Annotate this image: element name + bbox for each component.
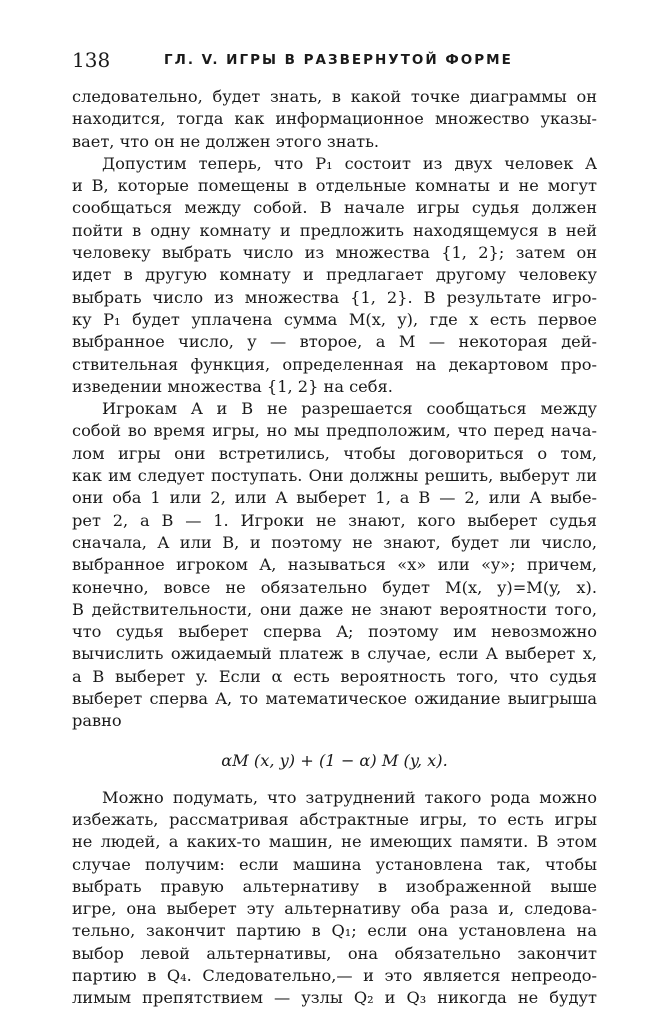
text-line: человеку выбрать число из множества {1, 2}; затем он	[72, 243, 597, 263]
text-line: выберет сперва A, то математическое ожидание выигрыша	[72, 689, 597, 709]
text-line: Допустим теперь, что P₁ состоит из двух человек A	[102, 153, 597, 173]
text-line: собой во время игры, но мы предположим, что перед нача-	[72, 421, 597, 441]
text-line: вает, что он не должен этого знать.	[72, 131, 380, 151]
page-number: 138	[72, 48, 111, 72]
text-line: они оба 1 или 2, или A выберет 1, а B — 2, или A выбе-	[72, 488, 597, 508]
text-line: лимым препятствием — узлы Q₂ и Q₃ никогда не будут	[72, 988, 597, 1008]
text-block-after-formula	[72, 787, 597, 1010]
text-line: ку P₁ будет уплачена сумма M(x, y), где x есть первое	[72, 309, 597, 329]
text-line: ствительная функция, определенная на декартовом про-	[72, 354, 597, 374]
text-line: выбрать число из множества {1, 2}. В результате игро-	[72, 287, 597, 307]
text-line: Можно подумать, что затруднений такого рода можно	[102, 787, 597, 807]
text-line: равно	[72, 711, 122, 731]
text-line: игре, она выберет эту альтернативу оба раза и, следова-	[72, 899, 597, 919]
text-line: сообщаться между собой. В начале игры судья должен	[72, 198, 597, 218]
text-line: идет в другую комнату и предлагает другому человеку	[72, 265, 597, 285]
text-line: пойти в одну комнату и предложить находящемуся в ней	[72, 220, 597, 240]
text-line: рет 2, а B — 1. Игроки не знают, кого выберет судья	[72, 510, 597, 530]
text-line: партию в Q₄. Следовательно,— и это является непреодо-	[72, 965, 597, 985]
text-line: случае получим: если машина установлена так, чтобы	[72, 854, 597, 874]
text-line: избежать, рассматривая абстрактные игры, то есть игры	[72, 809, 597, 829]
text-line: изведении множества {1, 2} на себя.	[72, 376, 393, 396]
text-line: В действительности, они даже не знают вероятности того,	[72, 599, 597, 619]
text-line: как им следует поступать. Они должны решить, выберут ли	[72, 466, 597, 486]
text-line: вычислить ожидаемый платеж в случае, если A выберет x,	[72, 644, 597, 664]
text-line: что судья выберет сперва A; поэтому им невозможно	[72, 622, 597, 642]
text-line: Игрокам A и B не разрешается сообщаться между	[102, 399, 597, 419]
text-line: а B выберет y. Если α есть вероятность того, что судья	[72, 666, 597, 686]
text-line: находится, тогда как информационное множество указы-	[72, 109, 597, 129]
text-line: выбранное игроком A, называться «x» или «y»; причем,	[72, 555, 597, 575]
text-line: следовательно, будет знать, в какой точке диаграммы он	[72, 87, 597, 106]
text-block-before-formula	[72, 86, 597, 733]
text-line: не людей, а каких-то машин, не имеющих памяти. В этом	[72, 832, 597, 852]
text-line: выбрать правую альтернативу в изображенной выше	[72, 876, 597, 896]
running-title: ГЛ. V. ИГРЫ В РАЗВЕРНУТОЙ ФОРМЕ	[164, 52, 513, 68]
text-line: выбранное число, y — второе, а M — некоторая дей-	[72, 332, 597, 352]
text-line: тельно, закончит партию в Q₁; если она установлена на	[72, 921, 597, 941]
text-line: конечно, вовсе не обязательно будет M(x, y)=M(y, x).	[72, 577, 597, 597]
text-line: и B, которые помещены в отдельные комнаты и не могут	[72, 176, 597, 196]
text-line: выбор левой альтернативы, она обязательно закончит	[72, 943, 597, 963]
text-line: сначала, A или B, и поэтому не знают, будет ли число,	[72, 532, 597, 552]
page-header	[72, 48, 597, 74]
page-body	[72, 86, 597, 1010]
text-line: лом игры они встретились, чтобы договориться о том,	[72, 443, 597, 463]
expected-payoff-formula: αM (x, y) + (1 − α) M (y, x).	[221, 750, 448, 770]
